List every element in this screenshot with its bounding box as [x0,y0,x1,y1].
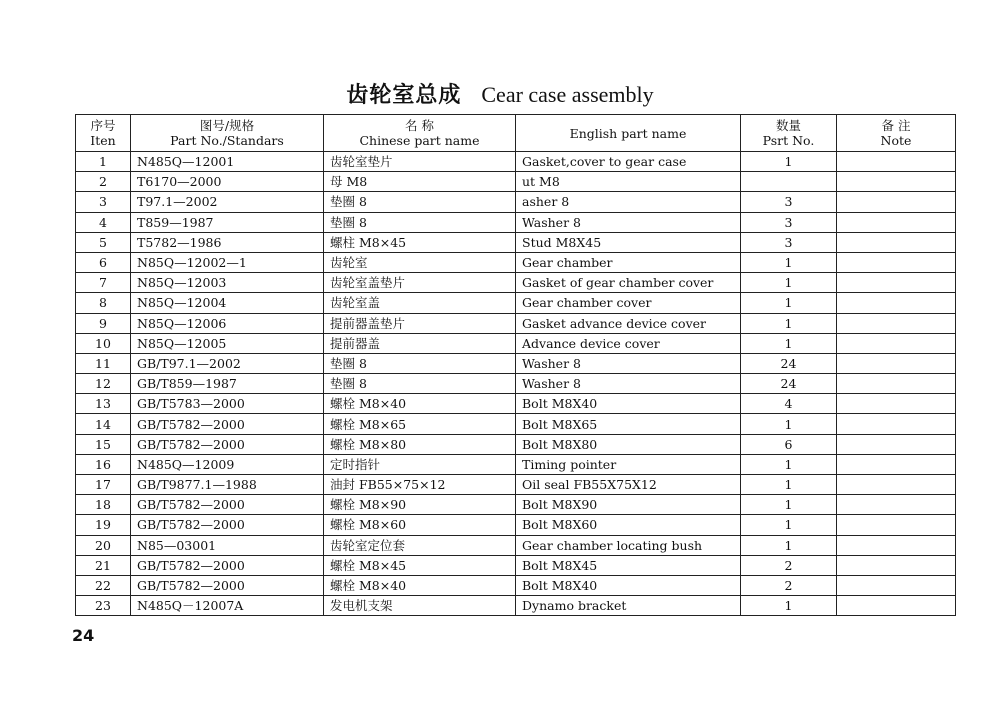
header-part-no: 图号/规格 Part No./Standars [131,115,324,152]
cell-quantity: 4 [741,394,837,414]
cell-english-name: Bolt M8X60 [516,515,741,535]
table-row [76,414,956,434]
cell-item: 9 [76,313,131,333]
cell-quantity: 1 [741,313,837,333]
cell-note [837,252,956,272]
cell-english-name: ut M8 [516,172,741,192]
cell-note [837,515,956,535]
table-row [76,374,956,394]
cell-item: 17 [76,475,131,495]
cell-quantity [741,172,837,192]
cell-item: 6 [76,252,131,272]
cell-part-no: GB/T5782—2000 [131,515,324,535]
cell-note [837,152,956,172]
cell-note [837,475,956,495]
cell-chinese-name: 垫圈 8 [324,374,516,394]
cell-english-name: Washer 8 [516,374,741,394]
cell-english-name: Advance device cover [516,333,741,353]
cell-item: 2 [76,172,131,192]
cell-part-no: N85Q—12003 [131,273,324,293]
table-row [76,273,956,293]
table-row [76,596,956,616]
cell-chinese-name: 螺柱 M8×45 [324,232,516,252]
cell-quantity: 3 [741,232,837,252]
cell-note [837,273,956,293]
cell-part-no: T97.1—2002 [131,192,324,212]
cell-part-no: N485Q—12001 [131,152,324,172]
cell-note [837,394,956,414]
cell-note [837,333,956,353]
cell-quantity: 1 [741,596,837,616]
cell-note [837,596,956,616]
cell-english-name: asher 8 [516,192,741,212]
cell-item: 4 [76,212,131,232]
title-chinese: 齿轮室总成 [346,82,462,108]
cell-chinese-name: 螺栓 M8×40 [324,575,516,595]
cell-english-name: Bolt M8X40 [516,575,741,595]
cell-item: 8 [76,293,131,313]
cell-chinese-name: 提前器盖垫片 [324,313,516,333]
table-row [76,172,956,192]
cell-quantity: 24 [741,353,837,373]
table-row [76,454,956,474]
cell-part-no: GB/T5782—2000 [131,495,324,515]
page-title [0,78,1000,109]
table-header-row [76,115,956,152]
parts-table [75,114,956,616]
cell-item: 1 [76,152,131,172]
cell-chinese-name: 垫圈 8 [324,192,516,212]
table-row [76,535,956,555]
table-row [76,212,956,232]
cell-item: 19 [76,515,131,535]
cell-chinese-name: 垫圈 8 [324,353,516,373]
cell-chinese-name: 油封 FB55×75×12 [324,475,516,495]
cell-part-no: N85Q—12002—1 [131,252,324,272]
cell-item: 15 [76,434,131,454]
header-chinese-name: 名 称 Chinese part name [324,115,516,152]
table-row [76,192,956,212]
parts-table-body [76,152,956,616]
cell-note [837,172,956,192]
table-row [76,434,956,454]
table-row [76,575,956,595]
cell-chinese-name: 母 M8 [324,172,516,192]
header-english-name: English part name [516,115,741,152]
cell-english-name: Gasket of gear chamber cover [516,273,741,293]
header-quantity: 数量 Psrt No. [741,115,837,152]
cell-english-name: Timing pointer [516,454,741,474]
cell-quantity: 6 [741,434,837,454]
cell-item: 22 [76,575,131,595]
cell-quantity: 1 [741,333,837,353]
cell-chinese-name: 螺栓 M8×60 [324,515,516,535]
cell-english-name: Bolt M8X90 [516,495,741,515]
cell-item: 11 [76,353,131,373]
cell-part-no: GB/T5782—2000 [131,414,324,434]
cell-chinese-name: 发电机支架 [324,596,516,616]
cell-part-no: GB/T5782—2000 [131,434,324,454]
cell-item: 16 [76,454,131,474]
cell-quantity: 1 [741,293,837,313]
table-row [76,232,956,252]
cell-quantity: 24 [741,374,837,394]
cell-item: 10 [76,333,131,353]
cell-note [837,454,956,474]
cell-part-no: N85Q—12006 [131,313,324,333]
cell-note [837,535,956,555]
cell-quantity: 1 [741,273,837,293]
cell-part-no: N85Q—12005 [131,333,324,353]
cell-english-name: Gear chamber locating bush [516,535,741,555]
cell-chinese-name: 螺栓 M8×80 [324,434,516,454]
table-row [76,152,956,172]
cell-english-name: Bolt M8X40 [516,394,741,414]
cell-quantity: 2 [741,555,837,575]
cell-part-no: GB/T859—1987 [131,374,324,394]
cell-item: 23 [76,596,131,616]
cell-note [837,192,956,212]
cell-note [837,293,956,313]
cell-part-no: T859—1987 [131,212,324,232]
cell-english-name: Washer 8 [516,353,741,373]
cell-english-name: Gear chamber [516,252,741,272]
cell-chinese-name: 螺栓 M8×65 [324,414,516,434]
cell-item: 14 [76,414,131,434]
cell-english-name: Bolt M8X45 [516,555,741,575]
cell-quantity: 3 [741,212,837,232]
cell-english-name: Dynamo bracket [516,596,741,616]
table-row [76,333,956,353]
cell-part-no: GB/T5783—2000 [131,394,324,414]
cell-part-no: T5782—1986 [131,232,324,252]
cell-english-name: Bolt M8X80 [516,434,741,454]
cell-quantity: 1 [741,252,837,272]
cell-note [837,353,956,373]
title-english: Cear case assembly [481,82,654,107]
cell-english-name: Stud M8X45 [516,232,741,252]
cell-part-no: T6170—2000 [131,172,324,192]
cell-note [837,555,956,575]
cell-item: 7 [76,273,131,293]
cell-chinese-name: 齿轮室盖垫片 [324,273,516,293]
cell-item: 18 [76,495,131,515]
cell-note [837,232,956,252]
cell-note [837,374,956,394]
cell-part-no: N85Q—12004 [131,293,324,313]
cell-chinese-name: 齿轮室垫片 [324,152,516,172]
cell-item: 13 [76,394,131,414]
cell-chinese-name: 齿轮室 [324,252,516,272]
cell-note [837,575,956,595]
cell-quantity: 3 [741,192,837,212]
table-row [76,394,956,414]
cell-note [837,212,956,232]
cell-english-name: Bolt M8X65 [516,414,741,434]
cell-chinese-name: 螺栓 M8×90 [324,495,516,515]
cell-part-no: N485Q—12009 [131,454,324,474]
cell-note [837,414,956,434]
table-row [76,515,956,535]
cell-note [837,434,956,454]
cell-part-no: GB/T9877.1—1988 [131,475,324,495]
cell-quantity: 1 [741,515,837,535]
cell-quantity: 1 [741,414,837,434]
cell-chinese-name: 螺栓 M8×45 [324,555,516,575]
header-note: 备 注 Note [837,115,956,152]
table-row [76,252,956,272]
cell-item: 21 [76,555,131,575]
cell-quantity: 2 [741,575,837,595]
cell-part-no: GB/T97.1—2002 [131,353,324,373]
cell-quantity: 1 [741,475,837,495]
cell-chinese-name: 提前器盖 [324,333,516,353]
table-row [76,495,956,515]
cell-english-name: Gasket,cover to gear case [516,152,741,172]
cell-part-no: N485Q－12007A [131,596,324,616]
table-row [76,293,956,313]
table-row [76,475,956,495]
cell-english-name: Gear chamber cover [516,293,741,313]
cell-chinese-name: 螺栓 M8×40 [324,394,516,414]
cell-chinese-name: 齿轮室盖 [324,293,516,313]
cell-quantity: 1 [741,454,837,474]
cell-note [837,313,956,333]
cell-item: 20 [76,535,131,555]
cell-chinese-name: 定时指针 [324,454,516,474]
header-item: 序号 Iten [76,115,131,152]
cell-chinese-name: 齿轮室定位套 [324,535,516,555]
cell-quantity: 1 [741,152,837,172]
cell-chinese-name: 垫圈 8 [324,212,516,232]
cell-quantity: 1 [741,535,837,555]
cell-item: 5 [76,232,131,252]
table-row [76,313,956,333]
cell-note [837,495,956,515]
cell-english-name: Gasket advance device cover [516,313,741,333]
cell-quantity: 1 [741,495,837,515]
page-number: 24 [72,626,95,645]
cell-part-no: GB/T5782—2000 [131,575,324,595]
cell-english-name: Oil seal FB55X75X12 [516,475,741,495]
cell-part-no: GB/T5782—2000 [131,555,324,575]
cell-part-no: N85—03001 [131,535,324,555]
cell-item: 3 [76,192,131,212]
cell-english-name: Washer 8 [516,212,741,232]
table-row [76,555,956,575]
table-row [76,353,956,373]
cell-item: 12 [76,374,131,394]
